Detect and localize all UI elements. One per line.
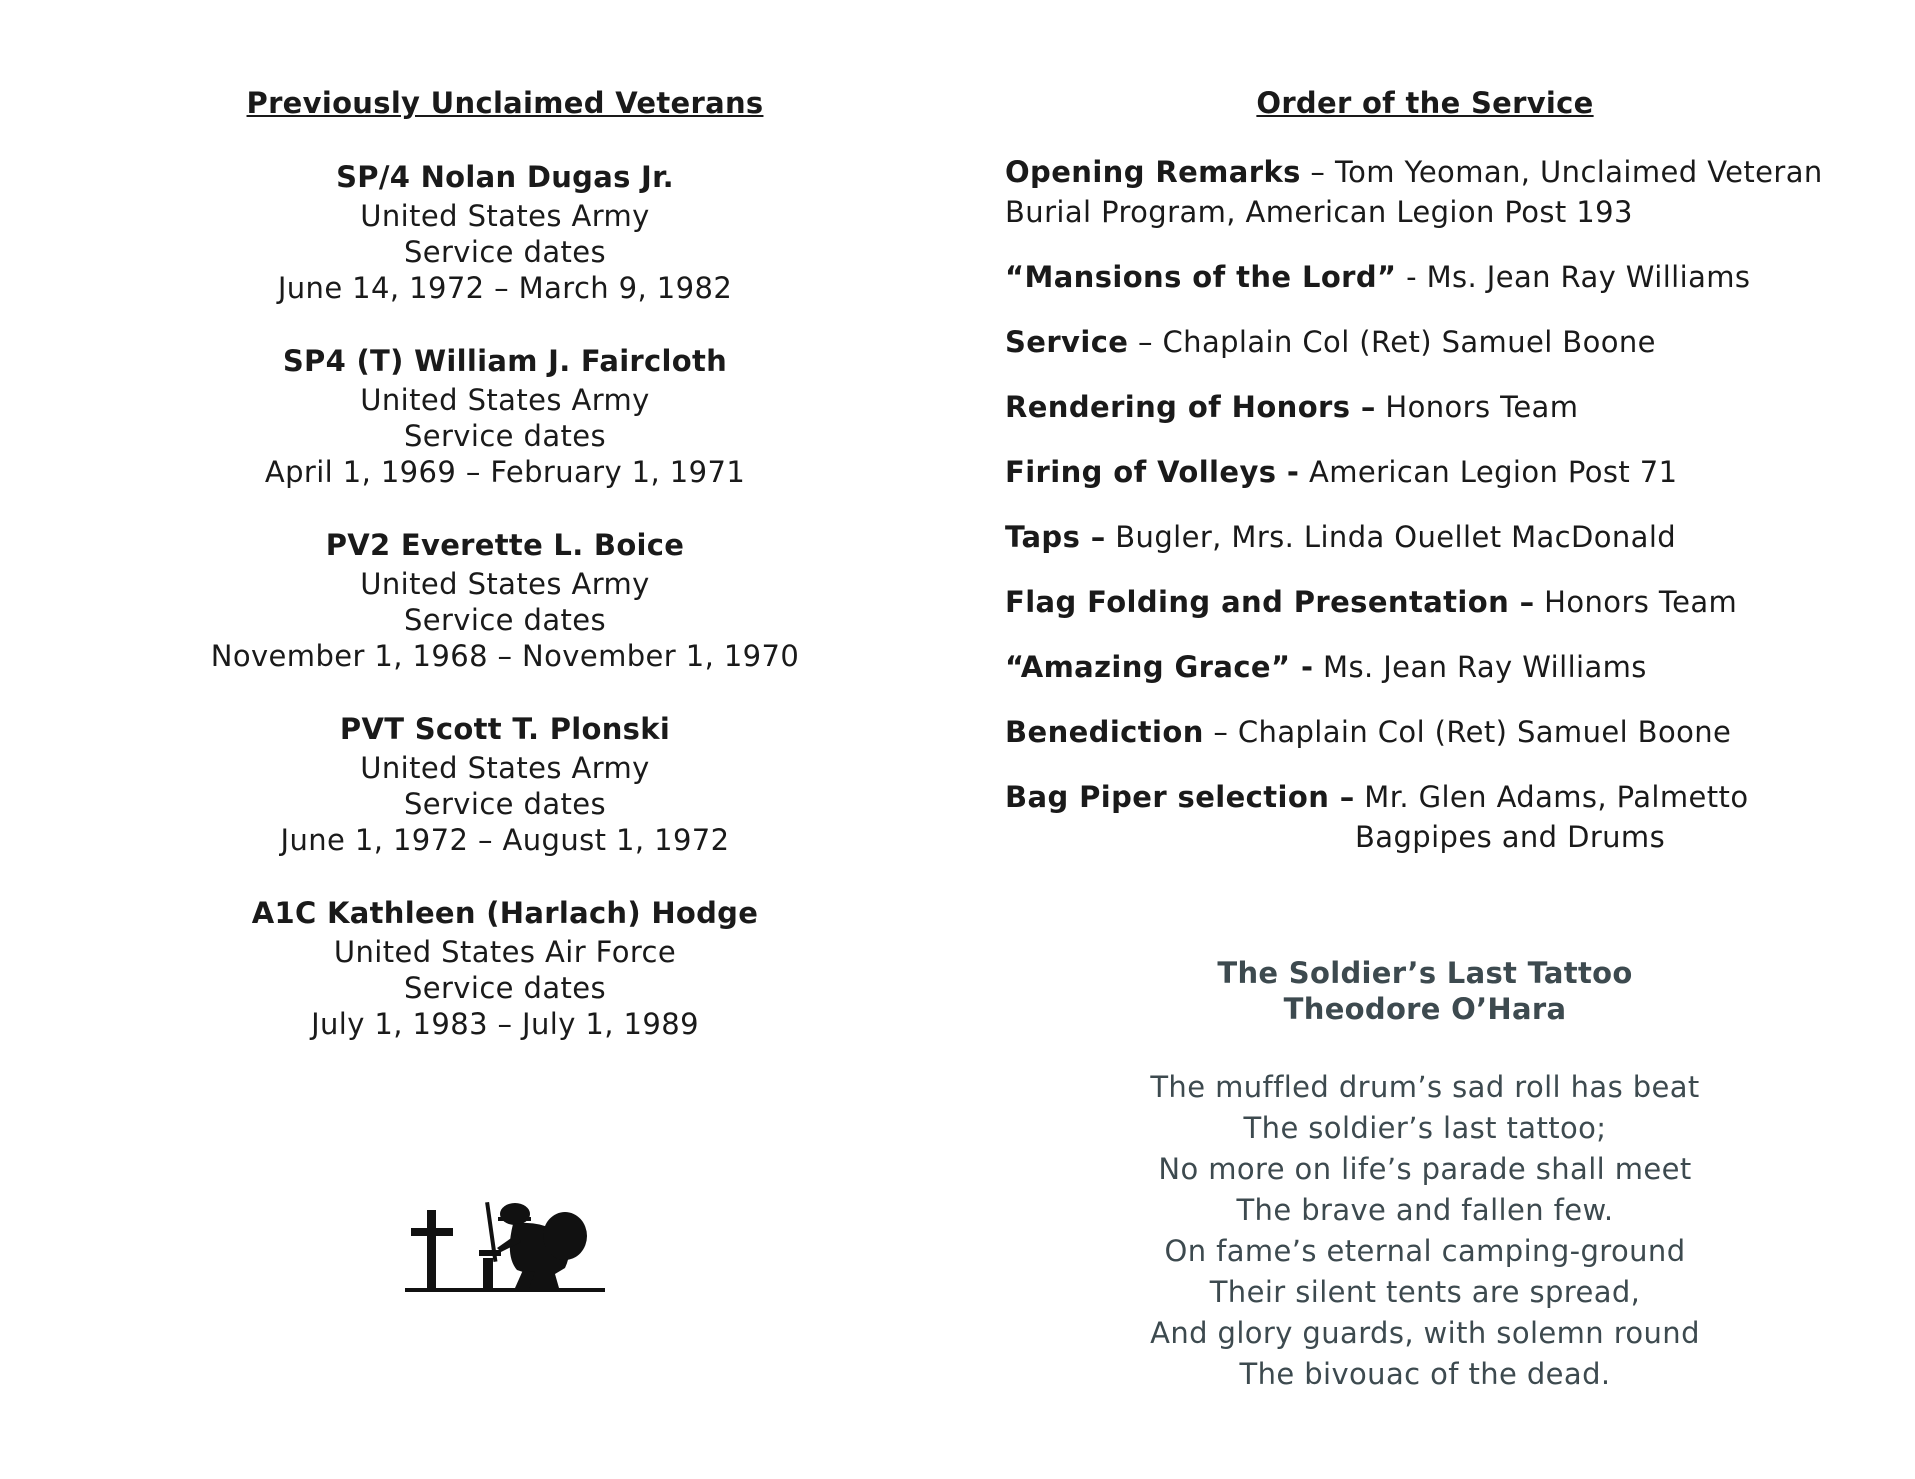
separator (1106, 520, 1116, 554)
poem-line: On fame’s eternal camping-ground (1164, 1234, 1686, 1268)
service-item-title: Bag Piper selection – (1005, 780, 1355, 814)
service-dates-label: Service dates (403, 235, 607, 269)
service-item (1005, 582, 1845, 622)
kneeling-soldier-cross-icon (405, 1190, 605, 1304)
service-item-title: Rendering of Honors – (1005, 390, 1376, 424)
service-item (1005, 387, 1845, 427)
separator: – (1203, 715, 1238, 749)
service-item-title: Opening Remarks (1005, 155, 1301, 189)
veteran-entry (120, 158, 890, 306)
veteran-name: PVT Scott T. Plonski (339, 712, 671, 746)
service-dates-label: Service dates (403, 787, 607, 821)
service-item-title: Taps – (1005, 520, 1106, 554)
order-heading: Order of the Service (1256, 86, 1594, 120)
separator (1535, 585, 1545, 619)
poem (1005, 955, 1845, 1395)
service-dates-label: Service dates (403, 971, 607, 1005)
veteran-entry (120, 894, 890, 1042)
veteran-entry (120, 526, 890, 674)
service-item (1005, 257, 1845, 297)
separator: – (1300, 155, 1335, 189)
service-item-detail: Tom Yeoman, Unclaimed Veteran Burial Program, American Legion Post 193 (1005, 155, 1823, 229)
separator: – (1128, 325, 1163, 359)
service-item (1005, 647, 1845, 687)
veteran-name: SP4 (T) William J. Faircloth (282, 344, 728, 378)
service-item-title: “Amazing Grace” - (1005, 650, 1314, 684)
service-item (1005, 322, 1845, 362)
service-dates-label: Service dates (403, 603, 607, 637)
poem-line: The soldier’s last tattoo; (1243, 1111, 1607, 1145)
separator (1299, 455, 1309, 489)
veteran-branch: United States Army (360, 567, 650, 601)
service-item-detail: Honors Team (1385, 390, 1579, 424)
poem-line: No more on life’s parade shall meet (1158, 1152, 1692, 1186)
service-item-detail: Chaplain Col (Ret) Samuel Boone (1162, 325, 1656, 359)
service-item-title: Service (1005, 325, 1129, 359)
separator (1376, 390, 1386, 424)
service-item (1005, 712, 1845, 752)
service-item (1005, 452, 1845, 492)
poem-lines (1005, 1067, 1845, 1395)
service-dates: April 1, 1969 – February 1, 1971 (264, 455, 746, 489)
veteran-name: PV2 Everette L. Boice (325, 528, 685, 562)
service-item-detail-cont: Bagpipes and Drums (1355, 820, 1666, 854)
service-item (1005, 777, 1845, 857)
veteran-branch: United States Army (360, 383, 650, 417)
service-item-title: Benediction (1005, 715, 1204, 749)
service-dates: November 1, 1968 – November 1, 1970 (210, 639, 800, 673)
veteran-name: SP/4 Nolan Dugas Jr. (336, 160, 674, 194)
veteran-entry (120, 710, 890, 858)
veterans-list (120, 158, 890, 1078)
veteran-entry (120, 342, 890, 490)
service-item (1005, 517, 1845, 557)
service-dates-label: Service dates (403, 419, 607, 453)
service-item-title: Firing of Volleys - (1005, 455, 1300, 489)
separator: - (1396, 260, 1427, 294)
service-item-detail: Bugler, Mrs. Linda Ouellet MacDonald (1115, 520, 1677, 554)
poem-line: The muffled drum’s sad roll has beat (1150, 1070, 1700, 1104)
service-item-detail: Mr. Glen Adams, Palmetto (1364, 780, 1749, 814)
veteran-branch: United States Army (360, 199, 650, 233)
service-item-detail: Ms. Jean Ray Williams (1323, 650, 1647, 684)
poem-line: The brave and fallen few. (1236, 1193, 1614, 1227)
service-item-detail: Chaplain Col (Ret) Samuel Boone (1237, 715, 1732, 749)
service-item-title: Flag Folding and Presentation – (1005, 585, 1535, 619)
poem-line: Their silent tents are spread, (1209, 1275, 1641, 1309)
poem-line: The bivouac of the dead. (1239, 1357, 1611, 1391)
service-item-detail: Honors Team (1544, 585, 1738, 619)
poem-author: Theodore O’Hara (1283, 992, 1567, 1026)
veteran-name: A1C Kathleen (Harlach) Hodge (251, 896, 759, 930)
poem-title: The Soldier’s Last Tattoo (1217, 956, 1633, 990)
service-item (1005, 152, 1845, 232)
service-dates: June 14, 1972 – March 9, 1982 (277, 271, 733, 305)
order-of-service-list (1005, 152, 1845, 882)
separator (1313, 650, 1323, 684)
service-dates: June 1, 1972 – August 1, 1972 (280, 823, 730, 857)
service-item-detail: American Legion Post 71 (1308, 455, 1678, 489)
veteran-branch: United States Army (360, 751, 650, 785)
poem-line: And glory guards, with solemn round (1150, 1316, 1700, 1350)
service-item-title: “Mansions of the Lord” (1005, 260, 1397, 294)
veterans-heading: Previously Unclaimed Veterans (246, 86, 764, 120)
service-item-detail: Ms. Jean Ray Williams (1426, 260, 1751, 294)
veteran-branch: United States Air Force (333, 935, 677, 969)
service-dates: July 1, 1983 – July 1, 1989 (311, 1007, 699, 1041)
